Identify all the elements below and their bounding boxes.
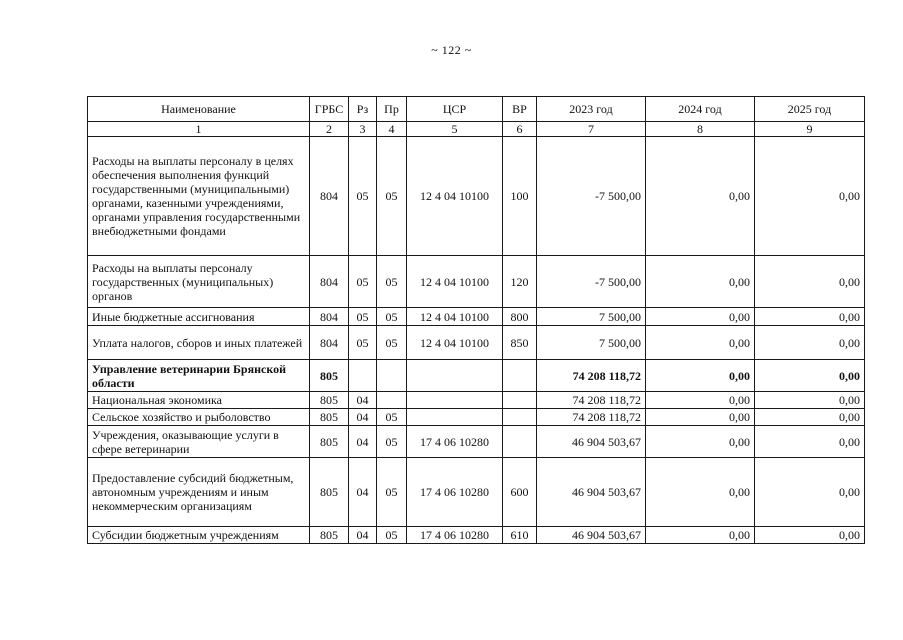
cell-rz: 05: [349, 308, 377, 326]
cell-2023: 7 500,00: [537, 326, 646, 360]
cell-grbs: 804: [310, 326, 349, 360]
header-row: [88, 97, 865, 122]
cell-pr: 05: [377, 137, 407, 256]
cell-pr: [377, 360, 407, 392]
cell-2024: 0,00: [646, 409, 755, 426]
cell-name: Учреждения, оказывающие услуги в сфере ветеринарии: [88, 426, 310, 458]
table-row: [88, 392, 865, 409]
cell-vr: 600: [503, 458, 537, 527]
header-csr: ЦСР: [407, 97, 503, 122]
cell-pr: 05: [377, 256, 407, 308]
table-row: [88, 308, 865, 326]
cell-vr: [503, 426, 537, 458]
cell-pr: 05: [377, 409, 407, 426]
table-row: [88, 360, 865, 392]
cell-2025: 0,00: [755, 458, 865, 527]
cell-name: Субсидии бюджетным учреждениям: [88, 527, 310, 544]
cell-2023: 74 208 118,72: [537, 392, 646, 409]
cell-2025: 0,00: [755, 426, 865, 458]
cell-2023: 74 208 118,72: [537, 409, 646, 426]
cell-grbs: 805: [310, 426, 349, 458]
table-row: [88, 409, 865, 426]
cell-rz: 04: [349, 527, 377, 544]
cell-csr: 12 4 04 10100: [407, 326, 503, 360]
cell-grbs: 804: [310, 256, 349, 308]
header-rz: Рз: [349, 97, 377, 122]
cell-grbs: 804: [310, 308, 349, 326]
cell-2024: 0,00: [646, 426, 755, 458]
cell-2023: -7 500,00: [537, 256, 646, 308]
cell-rz: [349, 360, 377, 392]
table-row: [88, 326, 865, 360]
table-row: [88, 137, 865, 256]
cell-csr: 17 4 06 10280: [407, 458, 503, 527]
cell-2025: 0,00: [755, 308, 865, 326]
cell-2025: 0,00: [755, 392, 865, 409]
cell-pr: 05: [377, 426, 407, 458]
cell-grbs: 804: [310, 137, 349, 256]
column-number: 5: [407, 122, 503, 137]
header-grbs: ГРБС: [310, 97, 349, 122]
cell-2023: 46 904 503,67: [537, 426, 646, 458]
cell-2023: 46 904 503,67: [537, 458, 646, 527]
column-number-row: [88, 122, 865, 137]
cell-vr: [503, 392, 537, 409]
page-number: ~ 122 ~: [431, 43, 472, 57]
cell-pr: [377, 392, 407, 409]
cell-rz: 05: [349, 137, 377, 256]
column-number: 1: [88, 122, 310, 137]
cell-rz: 04: [349, 426, 377, 458]
cell-2024: 0,00: [646, 360, 755, 392]
cell-2023: 74 208 118,72: [537, 360, 646, 392]
cell-grbs: 805: [310, 360, 349, 392]
cell-name: Сельское хозяйство и рыболовство: [88, 409, 310, 426]
cell-pr: 05: [377, 527, 407, 544]
table-row: [88, 527, 865, 544]
cell-2023: 46 904 503,67: [537, 527, 646, 544]
cell-2024: 0,00: [646, 527, 755, 544]
cell-2024: 0,00: [646, 458, 755, 527]
column-number: 3: [349, 122, 377, 137]
cell-2025: 0,00: [755, 409, 865, 426]
cell-2025: 0,00: [755, 256, 865, 308]
cell-name: Предоставление субсидий бюджетным, автономным учреждениям и иным некоммерческим организациям: [88, 458, 310, 527]
cell-2024: 0,00: [646, 137, 755, 256]
column-number: 4: [377, 122, 407, 137]
header-pr: Пр: [377, 97, 407, 122]
cell-2025: 0,00: [755, 326, 865, 360]
header-2024: 2024 год: [646, 97, 755, 122]
column-number: 8: [646, 122, 755, 137]
cell-csr: 17 4 06 10280: [407, 426, 503, 458]
cell-2025: 0,00: [755, 360, 865, 392]
cell-name: Уплата налогов, сборов и иных платежей: [88, 326, 310, 360]
cell-vr: 850: [503, 326, 537, 360]
header-vr: ВР: [503, 97, 537, 122]
cell-pr: 05: [377, 326, 407, 360]
header-name: Наименование: [88, 97, 310, 122]
cell-vr: 610: [503, 527, 537, 544]
cell-name: Национальная экономика: [88, 392, 310, 409]
budget-table: [87, 96, 865, 544]
table-row: [88, 256, 865, 308]
cell-csr: 12 4 04 10100: [407, 256, 503, 308]
cell-rz: 05: [349, 256, 377, 308]
header-2025: 2025 год: [755, 97, 865, 122]
cell-grbs: 805: [310, 458, 349, 527]
cell-csr: [407, 360, 503, 392]
column-number: 2: [310, 122, 349, 137]
column-number: 7: [537, 122, 646, 137]
cell-csr: [407, 409, 503, 426]
cell-name: Расходы на выплаты персоналу государственных (муниципальных) органов: [88, 256, 310, 308]
cell-2025: 0,00: [755, 527, 865, 544]
cell-2025: 0,00: [755, 137, 865, 256]
cell-vr: 120: [503, 256, 537, 308]
cell-csr: 17 4 06 10280: [407, 527, 503, 544]
cell-name: Управление ветеринарии Брянской области: [88, 360, 310, 392]
cell-2024: 0,00: [646, 308, 755, 326]
cell-2023: 7 500,00: [537, 308, 646, 326]
cell-csr: [407, 392, 503, 409]
cell-2023: -7 500,00: [537, 137, 646, 256]
cell-name: Расходы на выплаты персоналу в целях обеспечения выполнения функций государственными (муниципальными) органами, казенными учреждениями, органами управления государственными внебюджетными фондами: [88, 137, 310, 256]
cell-2024: 0,00: [646, 392, 755, 409]
header-2023: 2023 год: [537, 97, 646, 122]
cell-rz: 04: [349, 458, 377, 527]
cell-pr: 05: [377, 458, 407, 527]
cell-vr: [503, 409, 537, 426]
cell-rz: 04: [349, 392, 377, 409]
table-row: [88, 426, 865, 458]
cell-grbs: 805: [310, 527, 349, 544]
cell-pr: 05: [377, 308, 407, 326]
cell-grbs: 805: [310, 409, 349, 426]
cell-csr: 12 4 04 10100: [407, 137, 503, 256]
cell-vr: 100: [503, 137, 537, 256]
cell-name: Иные бюджетные ассигнования: [88, 308, 310, 326]
column-number: 6: [503, 122, 537, 137]
cell-rz: 04: [349, 409, 377, 426]
cell-2024: 0,00: [646, 326, 755, 360]
column-number: 9: [755, 122, 865, 137]
table-row: [88, 458, 865, 527]
cell-grbs: 805: [310, 392, 349, 409]
cell-rz: 05: [349, 326, 377, 360]
cell-2024: 0,00: [646, 256, 755, 308]
cell-vr: 800: [503, 308, 537, 326]
cell-csr: 12 4 04 10100: [407, 308, 503, 326]
cell-vr: [503, 360, 537, 392]
